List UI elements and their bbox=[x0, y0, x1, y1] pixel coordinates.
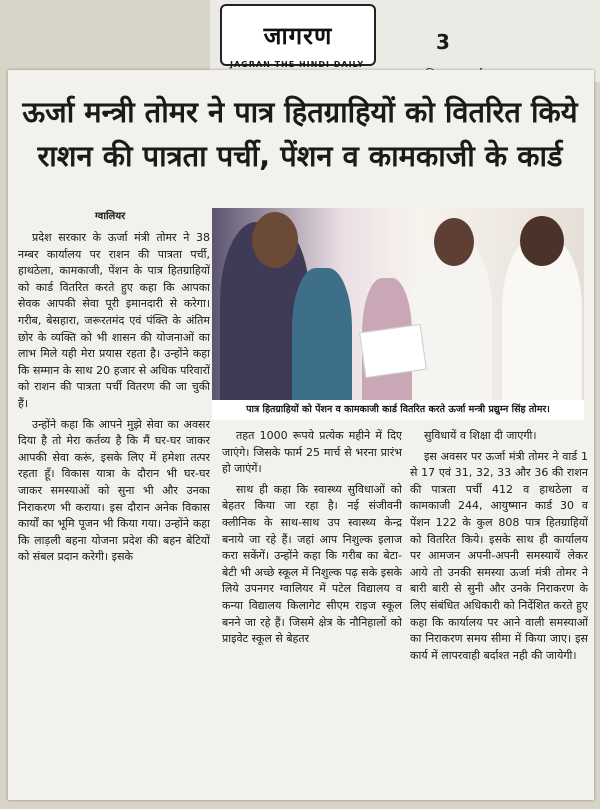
article-column-2 bbox=[222, 428, 402, 790]
article-photo bbox=[212, 208, 584, 420]
col2-paragraph-2: साथ ही कहा कि स्वास्थ्य सुविधाओं को बेहतर किया जा रहा है। नई संजीवनी क्लीनिक के साथ-साथ उप स्वास्थ्य केन्द्र बनाये जा रहे हैं। जहां आप निशुल्क इलाज करा सकेंगें। उन्होंने कहा कि गरीब का बेटा-बेटी भी अच्छे स्कूल में निशुल्क पढ़ सके इसके लिये उपनगर ग्वालियर में पटेल विद्यालय व कन्या विद्यालय किलागेट सीएम राइज स्कूल बनने जा रहे हैं। जिसमे क्षेत्र के नौनिहालों को प्राइवेट स्कूल से बेहतर bbox=[222, 482, 402, 646]
photo-document bbox=[359, 324, 427, 378]
photo-person-4-head bbox=[434, 218, 474, 266]
article-headline bbox=[0, 90, 600, 178]
photo-caption: पात्र हितग्राहियों को पेंशन व कामकाजी कार्ड वितरित करते ऊर्जा मन्त्री प्रद्युम्न सिंह तोमर। bbox=[212, 400, 584, 420]
headline-line-1: ऊर्जा मन्त्री तोमर ने पात्र हितग्राहियों को वितरित किये bbox=[22, 95, 578, 129]
logo-tagline: JAGRAN THE HINDI DAILY bbox=[230, 60, 365, 69]
page-number: 3 bbox=[436, 30, 450, 54]
byline: ग्वालियर bbox=[95, 211, 126, 222]
article-column-1 bbox=[18, 230, 210, 790]
newspaper-logo: जागरण bbox=[220, 4, 376, 66]
photo-person-2 bbox=[292, 268, 352, 418]
photo-person-1-head bbox=[252, 212, 298, 268]
col3-paragraph-2: इस अवसर पर ऊर्जा मंत्री तोमर ने वार्ड 1 से 17 एवं 31, 32, 33 और 36 की राशन की पात्रता पर्ची 412 व हाथठेला व कामकाजी 244, आयुष्मान कार्ड 30 व पेंशन 122 के कुल 808 पात्र हितग्राहियों को वितरित किये। इसके साथ ही कार्यालय पर आमजन अपनी-अपनी समस्यायें लेकर आये तो उनकी समस्या ऊर्जा मंत्री तोमर ने बारी बारी से सुनी और उनके निराकरण के लिए संबंधित अधिकारी को निर्देशित करते हुए कहा कि कार्यालय पर आने वाली समस्याओं का निराकरण समय सीमा में किया जाए। इस कार्य में लापरवाही बर्दाश्त नही की जायेगी। bbox=[410, 449, 588, 662]
photo-person-5-head bbox=[520, 216, 564, 266]
headline-line-2: राशन की पात्रता पर्ची, पेंशन व कामकाजी के कार्ड bbox=[37, 139, 563, 173]
col1-paragraph-1: प्रदेश सरकार के ऊर्जा मंत्री तोमर ने 38 नम्बर कार्यालय पर राशन की पात्रता पर्ची, हाथठेला, कामकाजी, पेंशन के पात्र हितग्राहियों को कार्ड वितरित करते हुए कहा कि आपका सेवक आपकी सेवा पूरी इमानदारी से करेगा। गरीब, बेसहारा, जरूरतमंद एवं पंक्ति के अंतिम छोर के व्यक्ति को भी शासन की योजनाओं का लाभ मिले यही मेरा प्रयास रहता है। उन्होंने कहा कि सम्मान के साथ 20 हजार से अधिक परिवारों को राशन की पात्रता पर्ची वितरण की जा चुकी हैं। bbox=[18, 231, 210, 410]
col2-paragraph-1: तहत 1000 रूपये प्रत्येक महीने में दिए जाएंगे। जिसके फार्म 25 मार्च से भरना प्रारंभ हो जाएंगें। bbox=[222, 429, 402, 476]
article-column-3 bbox=[410, 428, 588, 790]
col1-paragraph-2: उन्होंने कहा कि आपने मुझे सेवा का अवसर दिया है तो मेरा कर्तव्य है कि मैं घर-घर जाकर आपकी सेवा करूं, इसके लिए में हमेशा तत्पर रहता हूँ। विकास यात्रा के दौरान भी घर-घर जाकर समस्याओं को सुना भी और उनका निराकरण भी कराया। इस दौरान अनेक विकास कार्यों का भूमि पूजन भी किया गया। उन्होंने कहा कि लाड़ली बहना योजना प्रदेश की बहन बेटियों को संबल प्रदान करेगी। इसके bbox=[18, 417, 210, 564]
col3-paragraph-1: सुविधायें व शिक्षा दी जाएगी। bbox=[424, 429, 537, 442]
